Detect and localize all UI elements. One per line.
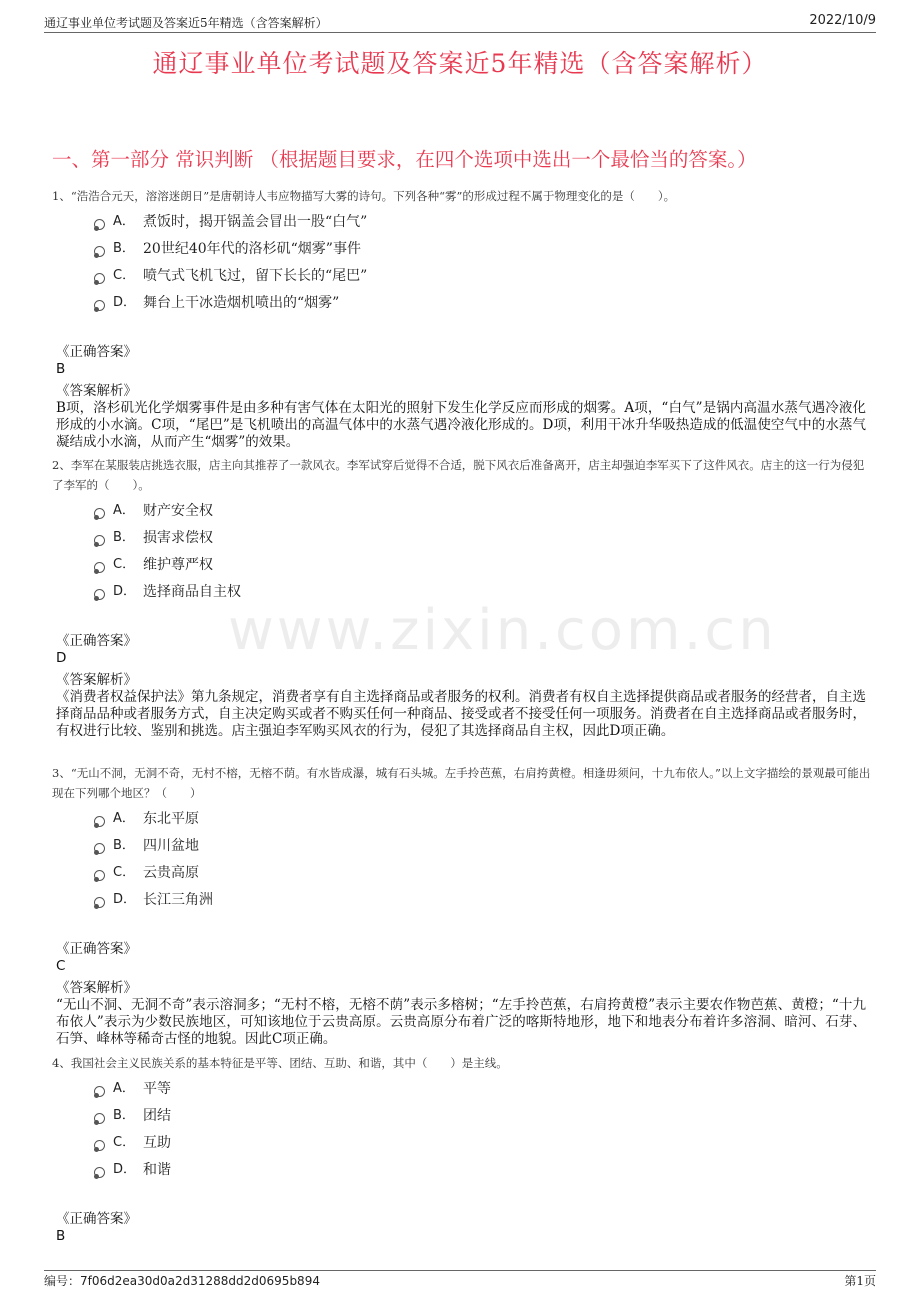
option-list bbox=[94, 1079, 920, 1187]
option-a[interactable] bbox=[94, 1079, 920, 1106]
question-4 bbox=[0, 1053, 920, 1250]
explanation-label: 《答案解析》 bbox=[56, 980, 137, 996]
answer-label: 《正确答案》 bbox=[56, 633, 137, 649]
radio-icon[interactable] bbox=[94, 1167, 105, 1178]
option-letter: B． bbox=[113, 838, 135, 853]
option-list bbox=[94, 809, 920, 917]
watermark: www.zixin.com.cn bbox=[228, 598, 777, 663]
option-list bbox=[94, 212, 920, 320]
option-text: 四川盆地 bbox=[143, 838, 199, 854]
option-letter: C． bbox=[113, 557, 136, 572]
question-text: 4、我国社会主义民族关系的基本特征是平等、团结、互助、和谐，其中（ ）是主线。 bbox=[52, 1056, 508, 1070]
answer-label: 《正确答案》 bbox=[56, 344, 137, 360]
answer-value: D bbox=[56, 650, 67, 666]
option-letter: A． bbox=[113, 503, 135, 518]
section-title: 一、第一部分 常识判断 （根据题目要求，在四个选项中选出一个最恰当的答案。） bbox=[52, 148, 757, 171]
explanation-text: B项，洛杉矶光化学烟雾事件是由多种有害气体在太阳光的照射下发生化学反应而形成的烟雾。A项，“白气”是锅内高温水蒸气遇冷液化形成的小水滴。C项，“尾巴”是飞机喷出的高温气体中的水蒸气遇冷液化形成的。D项，利用干冰升华吸热造成的低温使空气中的水蒸气凝结成小水滴，从而产生“烟雾”的效果。 bbox=[56, 400, 866, 450]
option-text: 舞台上干冰造烟机喷出的“烟雾” bbox=[143, 295, 340, 311]
option-b[interactable] bbox=[94, 836, 920, 863]
header-title: 通辽事业单位考试题及答案近5年精选（含答案解析） bbox=[44, 16, 328, 30]
option-c[interactable] bbox=[94, 863, 920, 890]
option-letter: A． bbox=[113, 1081, 135, 1096]
option-text: 互助 bbox=[143, 1135, 171, 1151]
option-b[interactable] bbox=[94, 1106, 920, 1133]
question-text: 1、“浩浩合元天，溶溶迷朗日”是唐朝诗人韦应物描写大雾的诗句。下列各种“雾”的形成过程不属于物理变化的是（ ）。 bbox=[52, 189, 676, 203]
option-text: 财产安全权 bbox=[143, 503, 213, 519]
radio-icon[interactable] bbox=[94, 1140, 105, 1151]
page-header bbox=[44, 12, 876, 34]
explanation-text: 《消费者权益保护法》第九条规定，消费者享有自主选择商品或者服务的权利。消费者有权自主选择提供商品或者服务的经营者，自主选择商品品种或者服务方式，自主决定购买或者不购买任何一种商品、接受或者不接受任何一项服务。消费者在自主选择商品或者服务时，有权进行比较、鉴别和挑选。店主强迫李军购买风衣的行为，侵犯了其选择商品自主权，因此D项正确。 bbox=[56, 689, 866, 739]
radio-icon[interactable] bbox=[94, 816, 105, 827]
radio-icon[interactable] bbox=[94, 1113, 105, 1124]
option-letter: D． bbox=[113, 295, 137, 310]
radio-icon[interactable] bbox=[94, 589, 105, 600]
option-d[interactable] bbox=[94, 293, 920, 320]
answer-section bbox=[56, 344, 866, 451]
option-text: 煮饭时，揭开锅盖会冒出一股“白气” bbox=[143, 214, 368, 230]
document-code: 编号：7f06d2ea30d0a2d31288dd2d0695b894 bbox=[44, 1274, 320, 1288]
radio-icon[interactable] bbox=[94, 562, 105, 573]
answer-section bbox=[56, 633, 866, 740]
option-letter: D． bbox=[113, 1162, 137, 1177]
option-text: 东北平原 bbox=[143, 811, 199, 827]
option-a[interactable] bbox=[94, 809, 920, 836]
question-text: 2、李军在某服装店挑选衣服，店主向其推荐了一款风衣。李军试穿后觉得不合适，脱下风衣后准备离开，店主却强迫李军买下了这件风衣。店主的这一行为侵犯了李军的（ ）。 bbox=[52, 458, 865, 492]
option-letter: D． bbox=[113, 584, 137, 599]
option-letter: B． bbox=[113, 1108, 135, 1123]
question-1 bbox=[0, 186, 920, 451]
radio-icon[interactable] bbox=[94, 508, 105, 519]
option-text: 损害求偿权 bbox=[143, 530, 213, 546]
explanation-text: “无山不洞、无洞不奇”表示溶洞多；“无村不榕，无榕不荫”表示多榕树；“左手拎芭蕉，右肩挎黄橙”表示主要农作物芭蕉、黄橙；“十九布依人”表示为少数民族地区，可知该地位于云贵高原。云贵高原分布着广泛的喀斯特地形，地下和地表分布着许多溶洞、暗河、石芽、石笋、峰林等稀奇古怪的地貌。因此C项正确。 bbox=[56, 997, 866, 1047]
document-title: 通辽事业单位考试题及答案近5年精选（含答案解析） bbox=[152, 49, 768, 78]
answer-section bbox=[56, 941, 866, 1048]
page-footer bbox=[44, 1272, 876, 1292]
option-d[interactable] bbox=[94, 890, 920, 917]
question-2 bbox=[0, 455, 920, 740]
question-3 bbox=[0, 763, 920, 1048]
answer-label: 《正确答案》 bbox=[56, 941, 137, 957]
option-c[interactable] bbox=[94, 266, 920, 293]
radio-icon[interactable] bbox=[94, 1086, 105, 1097]
explanation-label: 《答案解析》 bbox=[56, 672, 137, 688]
option-text: 平等 bbox=[143, 1081, 171, 1097]
radio-icon[interactable] bbox=[94, 843, 105, 854]
page-number: 第1页 bbox=[844, 1274, 876, 1288]
option-a[interactable] bbox=[94, 212, 920, 239]
answer-value: C bbox=[56, 958, 66, 974]
radio-icon[interactable] bbox=[94, 273, 105, 284]
option-b[interactable] bbox=[94, 239, 920, 266]
header-divider bbox=[44, 32, 876, 33]
option-text: 云贵高原 bbox=[143, 865, 199, 881]
answer-label: 《正确答案》 bbox=[56, 1211, 137, 1227]
option-text: 团结 bbox=[143, 1108, 171, 1124]
option-letter: B． bbox=[113, 241, 135, 256]
radio-icon[interactable] bbox=[94, 535, 105, 546]
question-text: 3、“无山不洞，无洞不奇，无村不榕，无榕不荫。有水皆成瀑，城有石头城。左手拎芭蕉，右肩挎黄橙。相逢毋须问，十九布依人。”以上文字描绘的景观最可能出现在下列哪个地区？（ ） bbox=[52, 766, 871, 800]
radio-icon[interactable] bbox=[94, 897, 105, 908]
option-text: 维护尊严权 bbox=[143, 557, 213, 573]
answer-value: B bbox=[56, 361, 66, 377]
option-text: 20世纪40年代的洛杉矶“烟雾”事件 bbox=[143, 241, 361, 257]
option-d[interactable] bbox=[94, 582, 920, 609]
radio-icon[interactable] bbox=[94, 870, 105, 881]
option-letter: C． bbox=[113, 268, 136, 283]
option-text: 长江三角洲 bbox=[143, 892, 213, 908]
option-b[interactable] bbox=[94, 528, 920, 555]
option-text: 喷气式飞机飞过，留下长长的“尾巴” bbox=[143, 268, 368, 284]
radio-icon[interactable] bbox=[94, 246, 105, 257]
option-letter: A． bbox=[113, 214, 135, 229]
option-a[interactable] bbox=[94, 501, 920, 528]
option-text: 和谐 bbox=[143, 1162, 171, 1178]
option-d[interactable] bbox=[94, 1160, 920, 1187]
radio-icon[interactable] bbox=[94, 219, 105, 230]
option-text: 选择商品自主权 bbox=[143, 584, 241, 600]
answer-value: B bbox=[56, 1228, 66, 1244]
option-c[interactable] bbox=[94, 555, 920, 582]
option-letter: C． bbox=[113, 865, 136, 880]
option-letter: B． bbox=[113, 530, 135, 545]
option-list bbox=[94, 501, 920, 609]
radio-icon[interactable] bbox=[94, 300, 105, 311]
footer-divider bbox=[44, 1270, 876, 1271]
option-letter: C． bbox=[113, 1135, 136, 1150]
header-date: 2022/10/9 bbox=[809, 13, 876, 28]
explanation-label: 《答案解析》 bbox=[56, 383, 137, 399]
option-letter: D． bbox=[113, 892, 137, 907]
answer-section bbox=[56, 1211, 866, 1245]
option-letter: A． bbox=[113, 811, 135, 826]
option-c[interactable] bbox=[94, 1133, 920, 1160]
